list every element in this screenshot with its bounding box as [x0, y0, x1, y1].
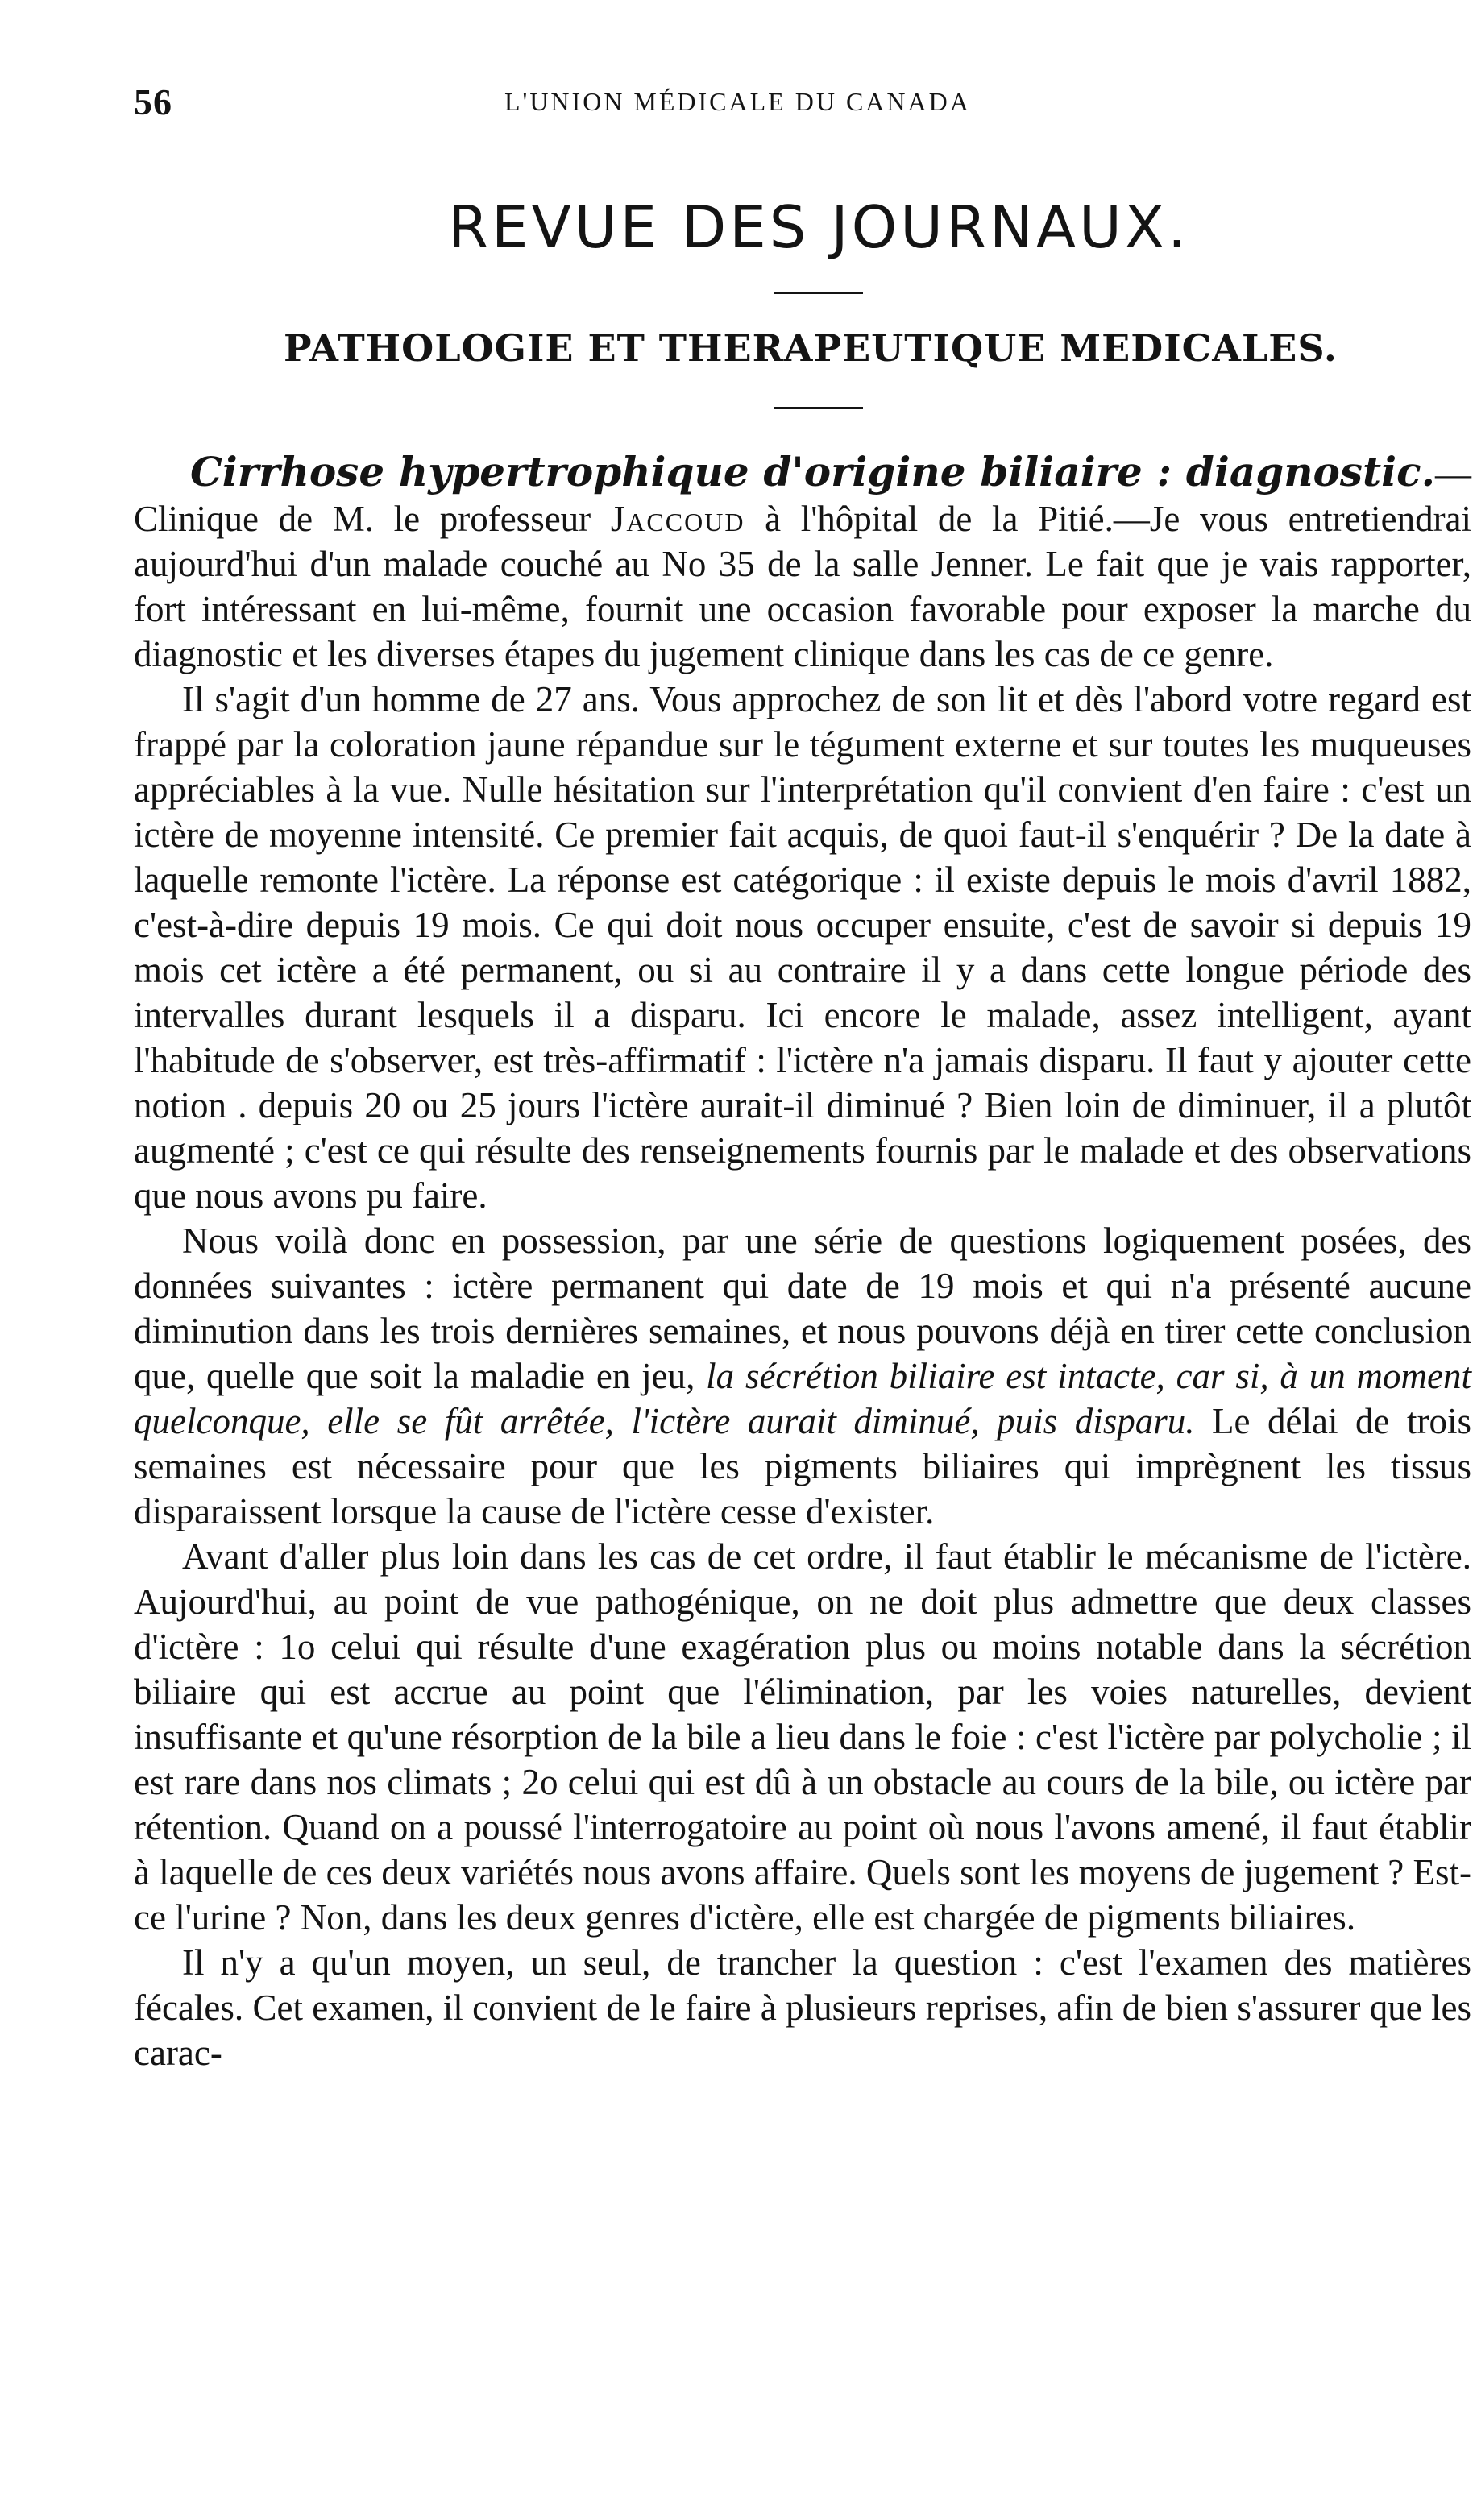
article-paragraph — [134, 450, 1471, 677]
page — [134, 81, 1471, 2075]
article-paragraph — [134, 1218, 1471, 1534]
article-paragraph: Avant d'aller plus loin dans les cas de cet ordre, il faut établir le mécanisme de l'ictère. Aujourd'hui, au point de vue pathogénique, on ne doit plus admettre que deux classes d'ictère : 1o celui qui résulte d'une exagération plus ou moins notable dans la sécrétion biliaire qui est accrue au point que l'élimination, par les voies naturelles, devient insuffisante et qu'une résorption de la bile a lieu dans le foie : c'est l'ictère par polycholie ; il est rare dans nos climats ; 2o celui qui est dû à un obstacle au cours de la bile, ou ictère par rétention. Quand on a poussé l'interrogatoire au point où nous l'avons amené, il faut établir à laquelle de ces deux variétés nous avons affaire. Quels sont les moyens de jugement ? Est-ce l'urine ? Non, dans les deux genres d'ictère, elle est chargée de pigments biliaires. — [134, 1536, 1471, 1938]
divider-rule — [774, 292, 863, 294]
section-title: REVUE DES JOURNAUX. — [447, 193, 1190, 261]
article-body — [134, 450, 1471, 2075]
subsection-title: PATHOLOGIE ET THERAPEUTIQUE MEDICALES. — [284, 326, 1338, 370]
page-number: 56 — [134, 81, 172, 122]
article-title: Cirrhose hypertrophique d'origine biliaire : diagnostic. — [190, 448, 1435, 495]
running-header — [134, 81, 1471, 129]
divider-rule — [774, 407, 863, 409]
article-lead-text: —Clinique de M. le professeur — [134, 454, 1471, 539]
paragraph-text: Le délai de trois semaines est nécessaire pour que les pigments biliaires qui imprègnent les tissus disparaissent lorsque la cause de l'ictère cesse d'exister. — [134, 1401, 1472, 1531]
emphasized-text: la sécrétion biliaire est intacte, car si, à un moment quelconque, elle se fût arrêtée, l'ictère aurait diminué, puis disparu. — [134, 1356, 1471, 1441]
article-lead-continuation: à l'hôpital de la Pitié.—Je vous entretiendrai aujourd'hui d'un malade couché au No 35 de la salle Jenner. Le fait que je vais rapporter, fort intéressant en lui-même, fournit une occasion favorable pour exposer la marche du diagnostic et les diverses étapes du jugement clinique dans les cas de ce genre. — [134, 499, 1472, 674]
article-paragraph: Il s'agit d'un homme de 27 ans. Vous approchez de son lit et dès l'abord votre regard est frappé par la coloration jaune répandue sur le tégument externe et sur toutes les muqueuses appréciables à la vue. Nulle hésitation sur l'interprétation qu'il convient d'en faire : c'est un ictère de moyenne intensité. Ce premier fait acquis, de quoi faut-il s'enquérir ? De la date à laquelle remonte l'ictère. La réponse est catégorique : il existe depuis le mois d'avril 1882, c'est-à-dire depuis 19 mois. Ce qui doit nous occuper ensuite, c'est de savoir si depuis 19 mois cet ictère a été permanent, ou si au contraire il y a dans cette longue période des intervalles durant lesquels il a disparu. Ici encore le malade, assez intelligent, ayant l'habitude de s'observer, est très-affirmatif : l'ictère n'a jamais disparu. Il faut y ajouter cette notion . depuis 20 ou 25 jours l'ictère aurait-il diminué ? Bien loin de diminuer, il a plutôt augmenté ; c'est ce qui résulte des renseignements fournis par le malade et des observations que nous avons pu faire. — [134, 679, 1471, 1216]
paragraph-text: Nous voilà donc en possession, par une série de questions logiquement posées, des données suivantes : ictère permanent qui date de 19 mois et qui n'a présenté aucune diminution dans les trois dernières semaines, et nous pouvons déjà en tirer cette conclusion que, quelle que soit la maladie en jeu, — [134, 1221, 1471, 1396]
article-paragraph: Il n'y a qu'un moyen, un seul, de trancher la question : c'est l'examen des matières fécales. Cet examen, il convient de le faire à plusieurs reprises, afin de bien s'assurer que les carac- — [134, 1942, 1471, 2073]
journal-name: L'UNION MÉDICALE DU CANADA — [504, 87, 971, 116]
professor-name: Jaccoud — [610, 499, 745, 539]
